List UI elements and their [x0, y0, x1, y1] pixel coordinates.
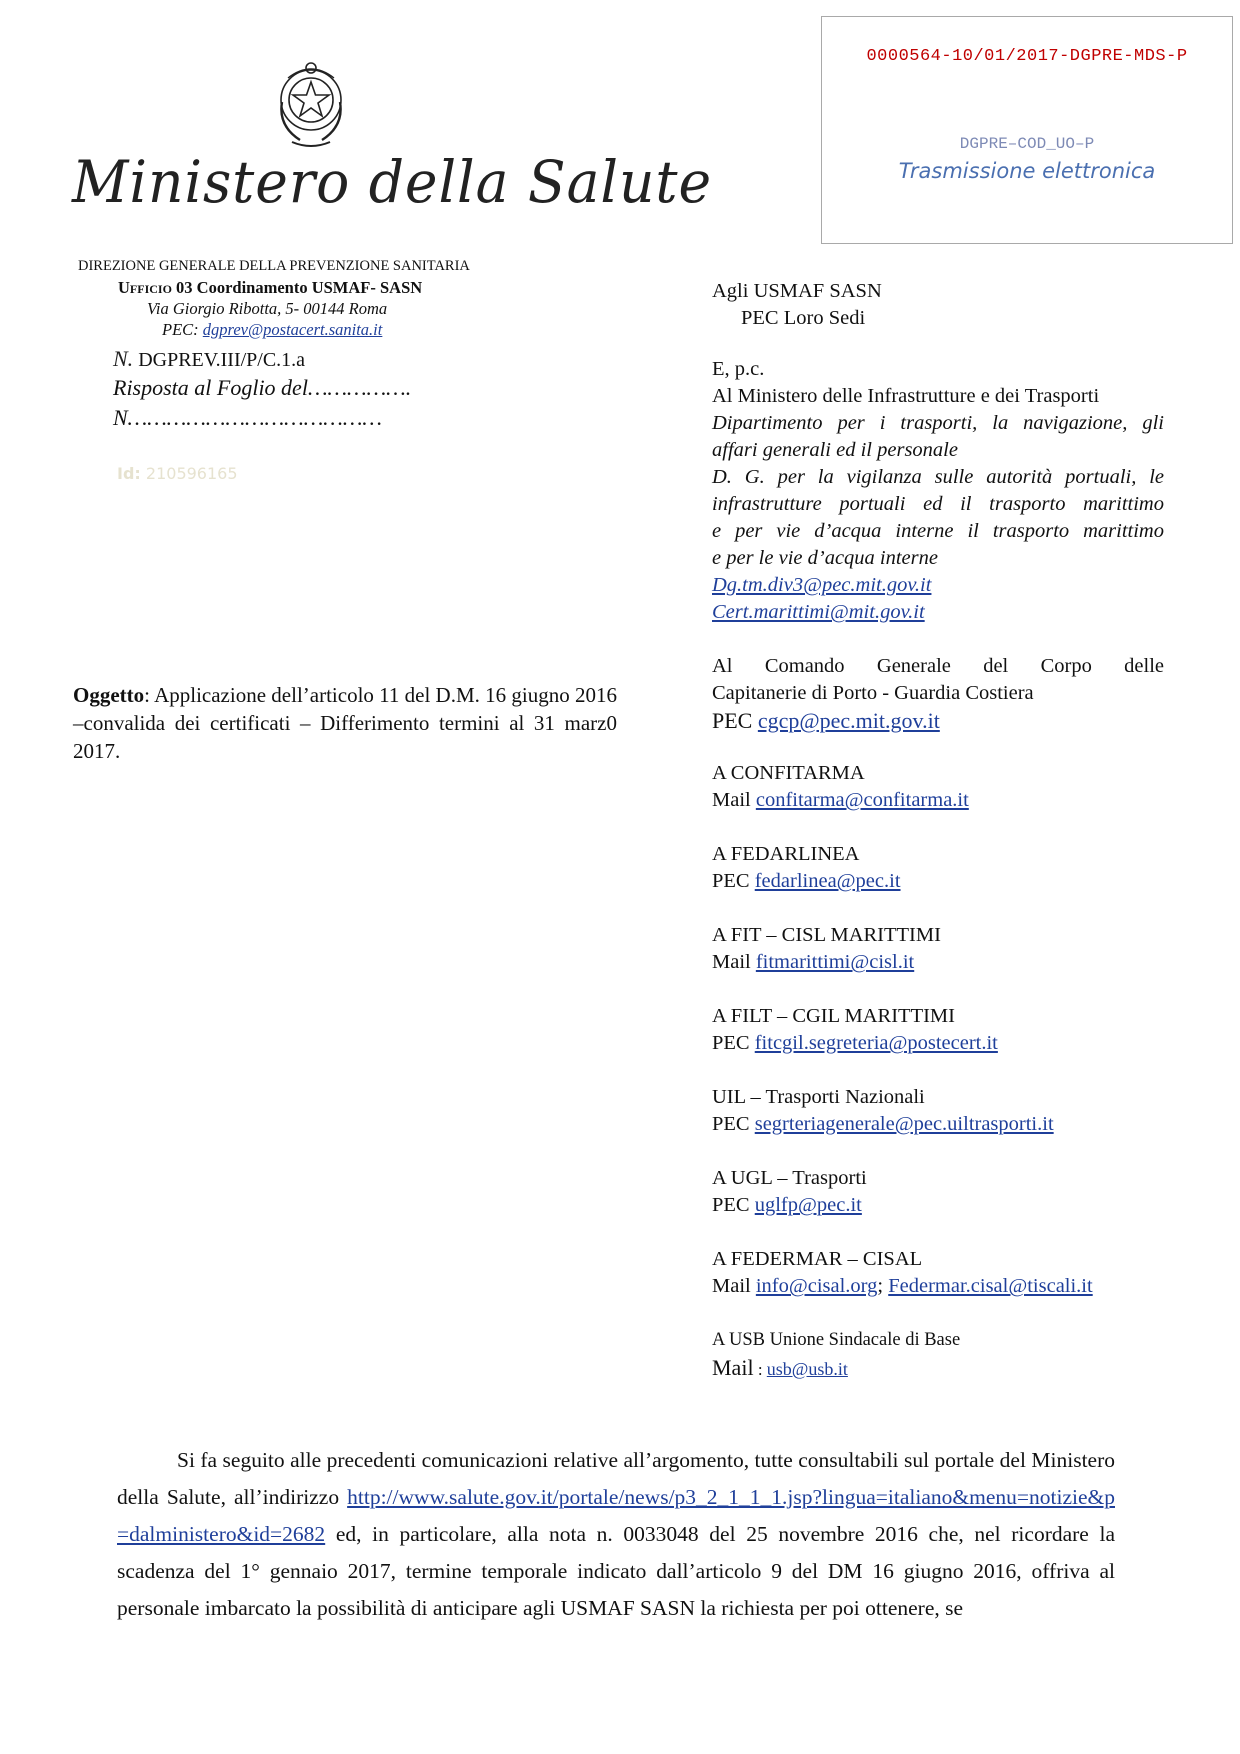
protocol-stamp [821, 16, 1233, 244]
mit-dg-line-3: e per vie d’acqua interne il trasporto marittimo [712, 520, 1164, 542]
mit-dg-line: D. G. per la vigilanza sulle autorità portuali, le [712, 466, 1164, 488]
id-label: Id: [117, 464, 141, 483]
addressee-list [712, 278, 1164, 1383]
protocol-label: N. [113, 346, 134, 371]
cg-line-2: Capitanerie di Porto - Guardia Costiera [712, 682, 1034, 704]
fit-email-link[interactable]: fitmarittimi@cisl.it [755, 951, 915, 973]
office-code: DGPRE–COD_UO–P [959, 135, 1095, 153]
fedarlinea-prefix: PEC [712, 870, 755, 892]
fit-name: A FIT – CISL MARITTIMI [712, 924, 941, 946]
filt-prefix: PEC [712, 1032, 755, 1054]
portal-url-link[interactable]: http://www.salute.gov.it/portale/news/p3_2_1_1_1.jsp?lingua=italiano&menu=notizie&p=dalministero&id=2682 [117, 1485, 1115, 1546]
mit-department-cont: affari generali ed il personale [712, 439, 958, 461]
confitarma-name: A CONFITARMA [712, 762, 865, 784]
subject [73, 681, 617, 765]
federmar-email-link-1[interactable]: info@cisal.org [755, 1275, 878, 1297]
addressee-usb [712, 1327, 1164, 1383]
reply-reference: Risposta al Foglio del……………. [113, 375, 412, 400]
office-name: 03 Coordinamento USMAF- SASN [171, 278, 423, 297]
uil-email-link[interactable]: segrteriagenerale@pec.uiltrasporti.it [754, 1113, 1054, 1135]
fit-prefix: Mail [712, 951, 756, 973]
federmar-separator: ; [877, 1275, 889, 1297]
uil-name: UIL – Trasporti Nazionali [712, 1086, 925, 1108]
usb-colon: : [753, 1360, 767, 1379]
protocol-value: DGPREV.III/P/C.1.a [133, 349, 306, 371]
ugl-prefix: PEC [712, 1194, 755, 1216]
mit-email-link-1[interactable]: Dg.tm.div3@pec.mit.gov.it [712, 574, 932, 596]
addressee-fit-cisl [712, 922, 1164, 976]
document-id [117, 464, 238, 483]
pec-email-link[interactable]: dgprev@postacert.sanita.it [202, 320, 383, 339]
ugl-email-link[interactable]: uglfp@pec.it [754, 1194, 862, 1216]
protocol-reference [113, 346, 305, 372]
cg-pec-prefix: PEC [712, 708, 758, 733]
pec-label: PEC: [162, 320, 203, 339]
subject-label: Oggetto [73, 683, 145, 707]
fedarlinea-name: A FEDARLINEA [712, 843, 860, 865]
number-reference: N………………………………… [113, 405, 382, 430]
mit-email-link-2[interactable]: Cert.marittimi@mit.gov.it [712, 601, 925, 623]
address: Via Giorgio Ribotta, 5- 00144 Roma [147, 299, 388, 318]
filt-name: A FILT – CGIL MARITTIMI [712, 1005, 955, 1027]
filt-email-link[interactable]: fitcgil.segreteria@postecert.it [754, 1032, 998, 1054]
confitarma-email-link[interactable]: confitarma@confitarma.it [755, 789, 969, 811]
uil-prefix: PEC [712, 1113, 755, 1135]
addressee-federmar [712, 1246, 1164, 1300]
office-prefix: Ufficio [118, 278, 172, 297]
body-text-1: Si fa seguito alle precedenti comunicazioni relative all’argomento, tutte consultabili sul portale del Ministero della Salute, all’indirizzo [117, 1448, 1115, 1509]
body-text-2: ed, in particolare, alla nota n. 0033048 del 25 novembre 2016 che, nel ricordare la scadenza del 1° gennaio 2017, termine temporale indicato dall’articolo 9 del DM 16 giugno 2016, offriva al personale imbarcato la possibilità di anticipare agli USMAF SASN la richiesta per poi ottenere, se [117, 1522, 1115, 1620]
cc-label: E, p.c. [712, 358, 765, 380]
mit-dg-line-4: e per le vie d’acqua interne [712, 547, 938, 569]
federmar-prefix: Mail [712, 1275, 756, 1297]
fedarlinea-email-link[interactable]: fedarlinea@pec.it [754, 870, 901, 892]
addressee-confitarma [712, 760, 1164, 814]
usb-email-link[interactable]: usb@usb.it [766, 1359, 848, 1379]
cg-email-link[interactable]: cgcp@pec.mit.gov.it [757, 708, 940, 733]
usmaf-pec-line: PEC Loro Sedi [741, 307, 866, 329]
office [118, 278, 422, 298]
pec-line [162, 320, 382, 340]
addressee-mit [712, 383, 1164, 626]
body-paragraph [117, 1442, 1115, 1627]
usb-name: A USB Unione Sindacale di Base [712, 1330, 961, 1350]
usmaf-line: Agli USMAF SASN [712, 280, 882, 302]
directorate: DIREZIONE GENERALE DELLA PREVENZIONE SANITARIA [78, 258, 470, 274]
usb-prefix: Mail [712, 1355, 754, 1380]
transmission-label: Trasmissione elettronica [898, 159, 1156, 183]
confitarma-prefix: Mail [712, 789, 756, 811]
cg-line: Al Comando Generale del Corpo delle [712, 655, 1164, 677]
ministry-name: Ministero della Salute [72, 148, 713, 216]
subject-text: : Applicazione dell’articolo 11 del D.M. 16 giugno 2016 –convalida dei certificati – Differimento termini al 31 marz0 2017. [73, 683, 617, 763]
addressee-guardia-costiera [712, 653, 1164, 734]
mit-department: Dipartimento per i trasporti, la navigazione, gli [712, 412, 1164, 434]
id-value: 210596165 [140, 464, 238, 483]
protocol-number: 0000564-10/01/2017-DGPRE-MDS-P [866, 47, 1188, 66]
addressee-uil [712, 1084, 1164, 1138]
mit-dg-line-2: infrastrutture portuali ed il trasporto marittimo [712, 493, 1164, 515]
federmar-name: A FEDERMAR – CISAL [712, 1248, 923, 1270]
addressee-filt-cgil [712, 1003, 1164, 1057]
mit-line: Al Ministero delle Infrastrutture e dei Trasporti [712, 385, 1100, 407]
addressee-ugl [712, 1165, 1164, 1219]
italian-emblem-icon [270, 56, 352, 152]
federmar-email-link-2[interactable]: Federmar.cisal@tiscali.it [888, 1275, 1093, 1297]
ugl-name: A UGL – Trasporti [712, 1167, 867, 1189]
addressee-fedarlinea [712, 841, 1164, 895]
addressee-usmaf [712, 278, 1164, 332]
